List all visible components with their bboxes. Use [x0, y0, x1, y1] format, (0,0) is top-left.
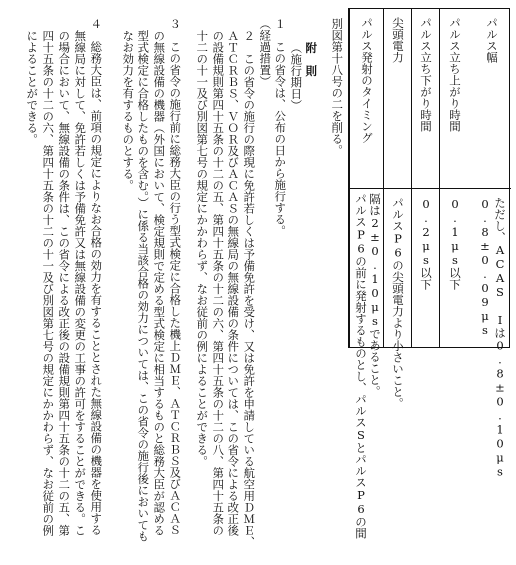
row-body-line: 0.2μs以下 — [419, 197, 433, 290]
section3-line: 型式検定に合格したものを含む。）に係る当該合格の効力については、この省令の施行後においても — [136, 30, 151, 542]
row-header: パルス発射のタイミング — [360, 17, 374, 144]
row-header-cell — [350, 9, 383, 189]
section3-line: ３ この省令の施行前に総務大臣の行う型式検定に合格した機上ＤＭＥ、ＡＴＣＲＢＳ及びＡＣＡＳ — [168, 18, 183, 536]
table-row — [383, 9, 411, 409]
section1-heading: （施行期日） — [289, 42, 304, 111]
row-body-line: パルスP6の尖頭電力より小さいこと。 — [391, 197, 405, 409]
section3-line: の無線設備の機器（外国において、検定規則で定める型式検定に相当するものと総務大臣が認める — [152, 30, 167, 536]
row-header: 尖頭電力 — [391, 17, 405, 63]
table-row — [469, 9, 511, 479]
row-header: パルス幅 — [485, 17, 499, 63]
row-body-line: 0.8±0.09μs — [478, 197, 492, 337]
table-row — [349, 9, 383, 539]
section4-line: によることができる。 — [25, 30, 40, 145]
row-body-cell — [412, 189, 439, 347]
section2-line: 十二の十一及び別図第七号の規定にかかわらず、なお従前の例によることができる。 — [195, 30, 210, 467]
row-body-line: 0.1μs以下 — [448, 197, 462, 290]
appendix-title: 附 則 — [304, 42, 319, 77]
row-body-cell — [440, 189, 469, 347]
section3-line: なお効力を有するものとする。 — [121, 30, 136, 191]
section4-line: 無線局に対して、免許若しくは予備免許又は無線設備の変更の工事の許可をすることができる。こ — [73, 30, 88, 536]
section4-line: ４ 総務大臣は、前項の規定によりなお合格の効力を有することとされた無線設備の機器を使用する — [89, 18, 104, 536]
row-header-cell — [469, 9, 511, 189]
section2-line: ＡＴＣＲＢＳ、ＶＯＲ及びＡＣＡＳの無線局の無線設備の条件については、この省令による改正後 — [226, 30, 241, 536]
row-header: パルス立ち下がり時間 — [419, 17, 433, 132]
row-body-line: 隔は2±0.10μsであること。 — [368, 193, 382, 397]
row-body-cell — [469, 189, 511, 479]
row-body-cell — [350, 189, 383, 539]
row-body-line: ただし、ACAS Iは0.8±0.10μs — [493, 197, 507, 479]
row-header-cell — [384, 9, 411, 189]
table-row — [411, 9, 439, 347]
row-header: パルス立ち上がり時間 — [448, 17, 462, 132]
pulse-spec-table — [348, 8, 510, 539]
table-row — [439, 9, 469, 347]
section2-line: ２ この省令の施行の際現に免許若しくは予備免許を受け、又は免許を申請している航空用ＤＭＥ、 — [242, 30, 257, 548]
row-header-cell — [440, 9, 469, 189]
section1-text: １ この省令は、公布の日から施行する。 — [273, 18, 288, 237]
row-body-line: パルスP6の前に発射するものとし、パルスSとパルスP6の間 — [354, 193, 368, 539]
row-body-cell — [384, 189, 411, 409]
section4-line: の場合において、無線設備の条件は、この省令による改正後の設備規則第四十五条の十二の五、第 — [57, 30, 72, 536]
section2-line: の設備規則第四十五条の十二の五、第四十五条の十二の六、第四十五条の十二の八、第四十五条の — [211, 30, 226, 536]
section2-heading: （経過措置） — [258, 18, 273, 87]
row-header-cell — [412, 9, 439, 189]
deletion-note: 別図第十八号の二を削る。 — [330, 18, 345, 156]
section4-line: 四十五条の十二の六、第四十五条の十二の十一及び別図第七号の規定にかかわらず、なお従前の例 — [41, 30, 56, 536]
